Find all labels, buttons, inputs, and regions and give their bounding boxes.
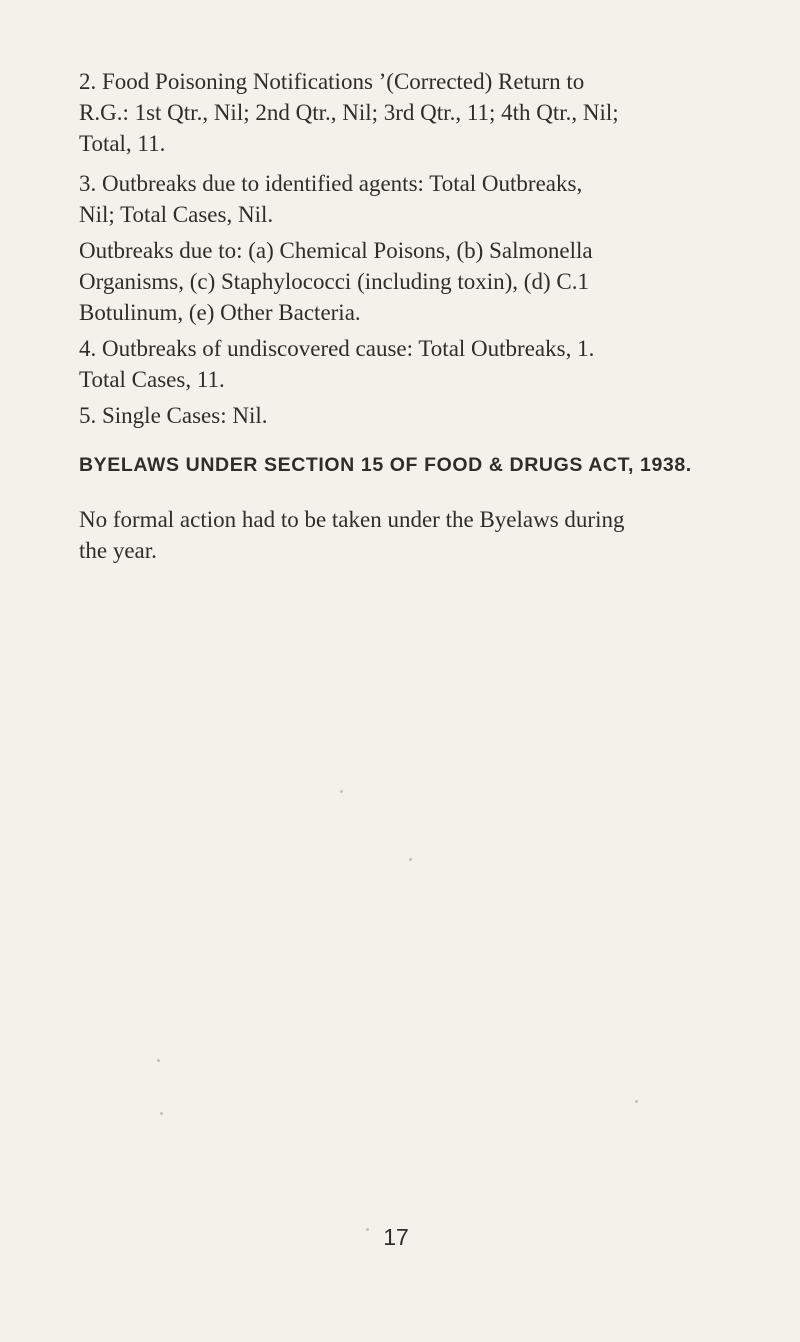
text-line: 4. Outbreaks of undiscovered cause: Total Outbreaks, 1.: [79, 336, 595, 361]
paper-speck: [340, 790, 343, 793]
text-line: No formal action had to be taken under the Byelaws during: [79, 507, 625, 532]
text-line: the year.: [79, 538, 157, 563]
paper-speck: [635, 1100, 638, 1103]
text-line: 3. Outbreaks due to identified agents: Total Outbreaks,: [79, 171, 583, 196]
paper-speck: [366, 1228, 369, 1231]
text-line: 5. Single Cases: Nil.: [79, 403, 268, 428]
text-line: R.G.: 1st Qtr., Nil; 2nd Qtr., Nil; 3rd Qtr., 11; 4th Qtr., Nil;: [79, 100, 619, 125]
food-poisoning-notifications-paragraph: [79, 66, 719, 159]
paper-speck: [409, 858, 412, 861]
outbreaks-identified-agents-paragraph: [79, 168, 719, 230]
text-line: 2. Food Poisoning Notifications ’(Corrected) Return to: [79, 69, 585, 94]
text-line: Outbreaks due to: (a) Chemical Poisons, (b) Salmonella: [79, 238, 593, 263]
outbreaks-undiscovered-paragraph: [79, 333, 719, 395]
byelaws-paragraph: [79, 504, 719, 566]
text-line: Organisms, (c) Staphylococci (including toxin), (d) C.1: [79, 269, 589, 294]
text-line: Total, 11.: [79, 131, 166, 156]
paper-speck: [157, 1059, 160, 1062]
page-number: 17: [383, 1224, 409, 1250]
text-line: Botulinum, (e) Other Bacteria.: [79, 300, 361, 325]
single-cases-paragraph: [79, 400, 719, 431]
paper-speck: [160, 1112, 163, 1115]
text-line: Nil; Total Cases, Nil.: [79, 202, 274, 227]
byelaws-heading: BYELAWS UNDER SECTION 15 OF FOOD & DRUGS ACT, 1938.: [79, 454, 692, 476]
text-line: Total Cases, 11.: [79, 367, 225, 392]
outbreaks-due-to-paragraph: [79, 235, 719, 328]
